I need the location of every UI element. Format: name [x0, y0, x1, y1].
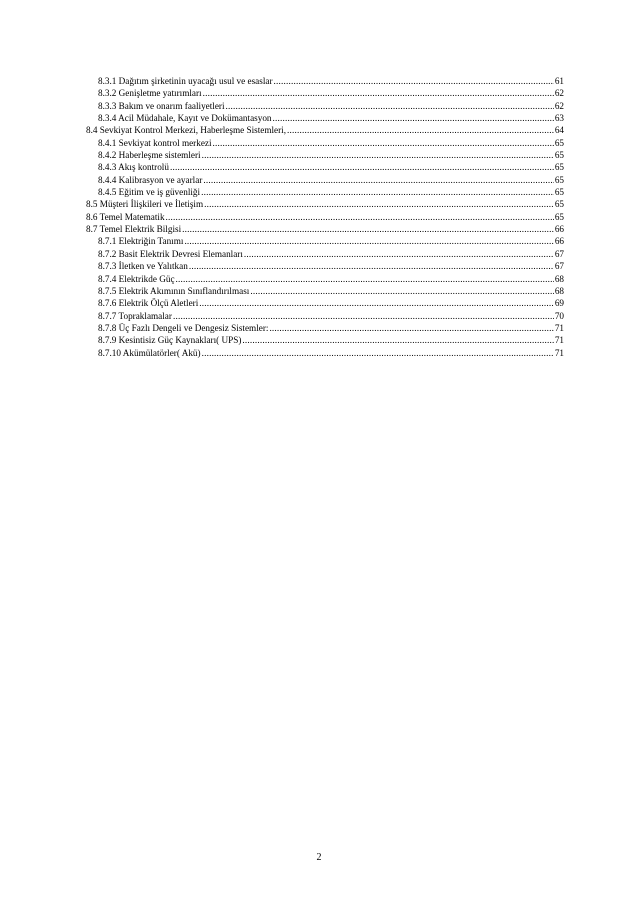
toc-entry-title: 8.7.8 Üç Fazlı Dengeli ve Dengesiz Sistemler:	[98, 322, 269, 333]
toc-leader-dots	[182, 223, 554, 235]
toc-entry-page: 65	[554, 174, 564, 185]
toc-entry[interactable]	[86, 223, 564, 235]
toc-entry-title: 8.3.1 Dağıtım şirketinin uyacağı usul ve esaslar	[98, 76, 273, 86]
toc-leader-dots	[226, 100, 554, 112]
toc-entry-title: 8.7.2 Basit Elektrik Devresi Elemanları	[98, 248, 243, 259]
toc-entry[interactable]	[86, 87, 564, 99]
toc-entry-page: 66	[554, 224, 564, 235]
toc-leader-dots	[213, 137, 554, 149]
toc-entry[interactable]	[86, 347, 564, 359]
toc-entry[interactable]	[86, 310, 564, 322]
page-number: 2	[316, 852, 322, 863]
toc-entry-page: 68	[554, 273, 564, 284]
toc-leader-dots	[166, 211, 554, 223]
toc-entry[interactable]	[86, 297, 564, 309]
toc-entry[interactable]	[86, 273, 564, 285]
toc-entry-page: 70	[554, 310, 564, 321]
toc-leader-dots	[202, 149, 554, 161]
toc-entry-page: 68	[554, 285, 564, 296]
toc-entry[interactable]	[86, 211, 564, 223]
toc-entry-title: 8.6 Temel Matematik	[86, 211, 165, 222]
toc-leader-dots	[184, 235, 553, 247]
toc-entry-page: 65	[554, 150, 564, 161]
toc-leader-dots	[242, 334, 553, 346]
toc-entry-page: 71	[554, 335, 564, 346]
toc-entry-title: 8.7.3 İletken ve Yalıtkan	[98, 261, 188, 272]
toc-leader-dots	[273, 112, 554, 124]
toc-entry-title: 8.3.3 Bakım ve onarım faaliyetleri	[98, 100, 225, 111]
toc-entry-title: 8.4.2 Haberleşme sistemleri	[98, 150, 201, 161]
toc-entry[interactable]	[86, 174, 564, 186]
toc-leader-dots	[250, 285, 553, 297]
toc-entry-page: 65	[554, 162, 564, 173]
toc-leader-dots	[203, 87, 554, 99]
toc-entry-page: 65	[554, 199, 564, 210]
toc-leader-dots	[274, 75, 554, 87]
toc-entry-title: 8.7.5 Elektrik Akımının Sınıflandırılması	[98, 285, 250, 296]
toc-leader-dots	[269, 322, 553, 334]
toc-entry-page: 62	[554, 100, 564, 111]
toc-entry-title: 8.7.1 Elektriğin Tanımı	[98, 236, 184, 247]
toc-leader-dots	[244, 248, 554, 260]
toc-entry[interactable]	[86, 235, 564, 247]
toc-entry-title: 8.3.4 Acil Müdahale, Kayıt ve Dokümantasyon	[98, 113, 272, 124]
toc-leader-dots	[173, 310, 554, 322]
toc-leader-dots	[201, 186, 554, 198]
toc-entry[interactable]	[86, 124, 564, 136]
table-of-contents	[86, 75, 564, 359]
toc-entry-page: 65	[554, 211, 564, 222]
toc-entry-title: 8.7.4 Elektrikde Güç	[98, 273, 175, 284]
toc-entry[interactable]	[86, 334, 564, 346]
toc-entry-title: 8.3.2 Genişletme yatırımları	[98, 88, 202, 99]
toc-entry-title: 8.7.10 Akümülatörler( Akü)	[98, 347, 201, 358]
toc-entry-title: 8.7.6 Elektrik Ölçü Aletleri	[98, 298, 199, 309]
toc-entry-page: 64	[554, 125, 564, 136]
toc-entry-title: 8.7 Temel Elektrik Bilgisi	[86, 224, 182, 235]
toc-entry-title: 8.4.4 Kalibrasyon ve ayarlar	[98, 174, 203, 185]
toc-entry[interactable]	[86, 186, 564, 198]
toc-entry-title: 8.4 Sevkiyat Kontrol Merkezi, Haberleşme Sistemleri,	[86, 125, 287, 136]
toc-entry[interactable]	[86, 75, 564, 87]
toc-entry-page: 61	[554, 76, 564, 86]
toc-entry-title: 8.5 Müşteri İlişkileri ve İletişim	[86, 199, 204, 210]
toc-entry-title: 8.7.9 Kesintisiz Güç Kaynakları( UPS)	[98, 335, 242, 346]
toc-entry[interactable]	[86, 322, 564, 334]
toc-leader-dots	[203, 174, 553, 186]
toc-entry[interactable]	[86, 149, 564, 161]
toc-entry[interactable]	[86, 198, 564, 210]
toc-leader-dots	[202, 347, 554, 359]
toc-entry-title: 8.4.5 Eğitim ve iş güvenliği	[98, 187, 201, 198]
toc-entry-page: 71	[554, 347, 564, 358]
toc-leader-dots	[176, 273, 554, 285]
toc-entry[interactable]	[86, 248, 564, 260]
toc-entry-page: 71	[554, 322, 564, 333]
toc-entry-page: 65	[554, 187, 564, 198]
toc-entry-page: 67	[554, 261, 564, 272]
toc-entry[interactable]	[86, 285, 564, 297]
toc-entry-page: 65	[554, 137, 564, 148]
toc-entry[interactable]	[86, 112, 564, 124]
toc-leader-dots	[204, 198, 554, 210]
toc-entry-page: 66	[554, 236, 564, 247]
toc-entry-page: 69	[554, 298, 564, 309]
toc-entry-page: 67	[554, 248, 564, 259]
toc-leader-dots	[287, 124, 554, 136]
toc-entry-page: 63	[554, 113, 564, 124]
toc-entry-page: 62	[554, 88, 564, 99]
toc-leader-dots	[189, 260, 554, 272]
toc-entry-title: 8.4.1 Sevkiyat kontrol merkezi	[98, 137, 212, 148]
toc-entry[interactable]	[86, 161, 564, 173]
toc-entry[interactable]	[86, 137, 564, 149]
toc-entry[interactable]	[86, 260, 564, 272]
toc-entry-title: 8.4.3 Akış kontrolü	[98, 162, 169, 173]
toc-entry[interactable]	[86, 100, 564, 112]
toc-entry-title: 8.7.7 Topraklamalar	[98, 310, 172, 321]
toc-leader-dots	[199, 297, 554, 309]
toc-leader-dots	[170, 161, 554, 173]
